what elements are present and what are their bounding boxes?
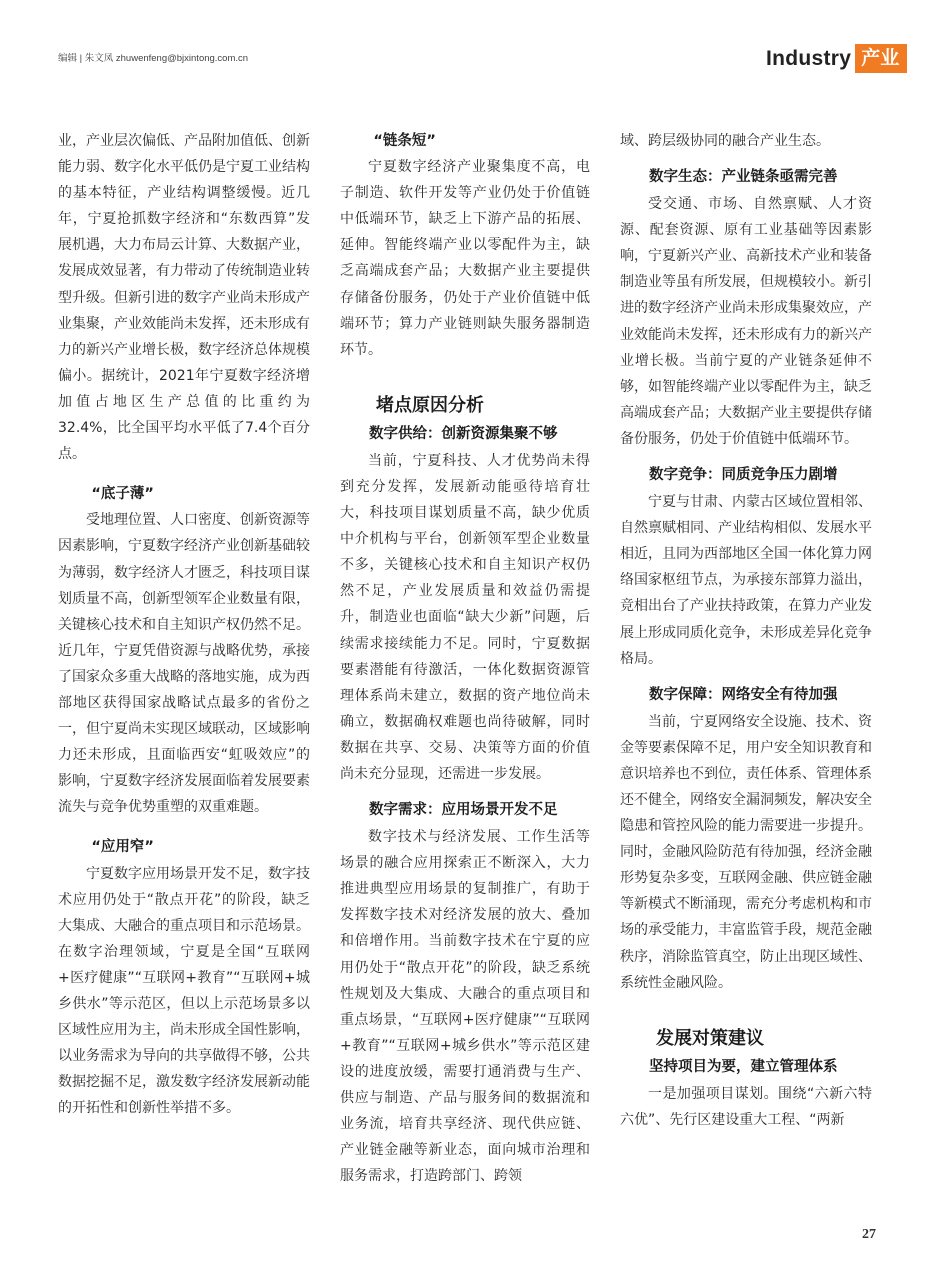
paragraph: 宁夏数字应用场景开发不足，数字技术应用仍处于“散点开花”的阶段，缺乏大集成、大融合的重点项目和示范场景。在数字治理领域，宁夏是全国“互联网+医疗健康”“互联网+教育”“互联网+城乡供水”等示范区，但以上示范场景多以区域性应用为主，尚未形成全国性影响，以业务需求为导向的共享做得不够，公共数据挖掘不足，激发数字经济发展新动能的开拓性和创新性举措不多。 <box>58 865 310 1117</box>
paragraph: 当前，宁夏网络安全设施、技术、资金等要素保障不足，用户安全知识教育和意识培养也不到位，责任体系、管理体系还不健全，网络安全漏洞频发，解决安全隐患和管控风险的能力需要进一步提升。同时，金融风险防范有待加强，经济金融形势复杂多变，互联网金融、供应链金融等新模式不断涌现，需充分考虑机构和市场的承受能力，丰富监管手段，规范金融秩序，消除监管真空，防止出现区域性、系统性金融风险。 <box>620 713 872 991</box>
section-title-en: Industry <box>766 46 852 70</box>
paragraph: 受地理位置、人口密度、创新资源等因素影响，宁夏数字经济产业创新基础较为薄弱，数字经济人才匮乏，科技项目谋划质量不高，创新型领军企业数量有限，关键核心技术和自主知识产权仍然不足。近几年，宁夏凭借资源与战略优势，承接了国家众多重大战略的落地实施，成为西部地区获得国家战略试点最多的省份之一，但宁夏尚未实现区域联动，区域影响力还未形成，且面临西安“虹吸效应”的影响，宁夏数字经济发展面临着发展要素流失与竞争优势重塑的双重难题。 <box>58 512 310 816</box>
subheading-ecosystem: 数字生态：产业链条亟需完善 <box>649 169 838 186</box>
paragraph: 数字技术与经济发展、工作生活等场景的融合应用探索正不断深入，大力推进典型应用场景的复制推广，有助于发挥数字技术对经济发展的放大、叠加和倍增作用。当前数字技术在宁夏的应用仍处于“散点开花”的阶段，缺乏系统性规划及大集成、大融合的重点项目和重点场景，“互联网+医疗健康”“互联网+教育”“互联网+城乡供水”等示范区建设的进度放缓，需要打通消费与生产、供应与制造、产品与服务间的数据流和业务流，培育共享经济、现代供应链、产业链金融等新业态，面向城市治理和服务需求，打造跨部门、跨领 <box>340 829 590 1185</box>
subheading-project: 坚持项目为要，建立管理体系 <box>649 1058 838 1075</box>
paragraph: 宁夏与甘肃、内蒙古区域位置相邻、自然禀赋相同、产业结构相似、发展水平相近，且同为西部地区全国一体化算力网络国家枢纽节点，为承接东部算力溢出，竞相出台了产业扶持政策，在算力产业发展上形成同质化竞争，未形成差异化竞争格局。 <box>620 494 872 667</box>
subheading-security: 数字保障：网络安全有待加强 <box>649 686 838 703</box>
subheading-demand: 数字需求：应用场景开发不足 <box>369 802 558 819</box>
editor-credit: 编辑 | 朱文凤 zhuwenfeng@bjxintong.com.cn <box>58 53 249 64</box>
page-number: 27 <box>862 1227 876 1242</box>
section-title-cn: 产业 <box>855 44 907 73</box>
subheading-dizi: “底子薄” <box>91 486 154 503</box>
column-2 <box>340 128 590 1189</box>
paragraph: 域、跨层级协同的融合产业生态。 <box>620 133 830 149</box>
column-3 <box>620 128 872 1133</box>
subheading-supply: 数字供给：创新资源集聚不够 <box>369 425 558 442</box>
section-brand <box>766 44 907 73</box>
section-heading-cause: 堵点原因分析 <box>376 394 484 416</box>
column-1 <box>58 128 310 1121</box>
subheading-yingyong: “应用窄” <box>91 839 154 856</box>
subheading-competition: 数字竞争：同质竞争压力剧增 <box>649 467 838 484</box>
paragraph: 当前，宁夏科技、人才优势尚未得到充分发挥，发展新动能亟待培育壮大，科技项目谋划质量不高，缺少优质中介机构与平台，创新领军型企业数量不多，关键核心技术和自主知识产权仍然不足，产业发展质量和效益仍需提升，制造业也面临“缺大少新”问题，后续需求接续能力不足。同时，宁夏数据要素潜能有待激活，一体化数据资源管理体系尚未建立，数据的资产地位尚未确立，数据确权难题也尚待破解，同时数据在共享、交易、决策等方面的价值尚未充分显现，还需进一步发展。 <box>340 452 590 782</box>
paragraph: 业，产业层次偏低、产品附加值低、创新能力弱、数字化水平低仍是宁夏工业结构的基本特征，产业结构调整缓慢。近几年，宁夏抢抓数字经济和“东数西算”发展机遇，大力布局云计算、大数据产业，发展成效显著，有力带动了传统制造业转型升级。但新引进的数字产业尚未形成产业集聚，产业效能尚未发挥，还未形成有力的新兴产业增长极，数字经济总体规模偏小。据统计，2021年宁夏数字经济增加值占地区生产总值的比重约为32.4%，比全国平均水平低了7.4个百分点。 <box>58 133 310 463</box>
paragraph: 宁夏数字经济产业聚集度不高，电子制造、软件开发等产业仍处于价值链中低端环节，缺乏上下游产品的拓展、延伸。智能终端产业以零配件为主，缺乏高端成套产品；大数据产业主要提供存储备份服务，仍处于产业价值链中低端环节；算力产业链则缺失服务器制造环节。 <box>340 159 590 358</box>
subheading-lian: “链条短” <box>373 133 436 149</box>
section-heading-policy: 发展对策建议 <box>656 1027 764 1049</box>
paragraph: 一是加强项目谋划。围绕“六新六特六优”、先行区建设重大工程、“两新 <box>620 1085 872 1128</box>
paragraph: 受交通、市场、自然禀赋、人才资源、配套资源、原有工业基础等因素影响，宁夏新兴产业、高新技术产业和装备制造业等虽有所发展，但规模较小。新引进的数字经济产业尚未形成集聚效应，产业效能尚未发挥，还未形成有力的新兴产业增长极。当前宁夏的产业链条延伸不够，如智能终端产业以零配件为主，缺乏高端成套产品；大数据产业主要提供存储备份服务，仍处于价值链中低端环节。 <box>620 196 872 447</box>
